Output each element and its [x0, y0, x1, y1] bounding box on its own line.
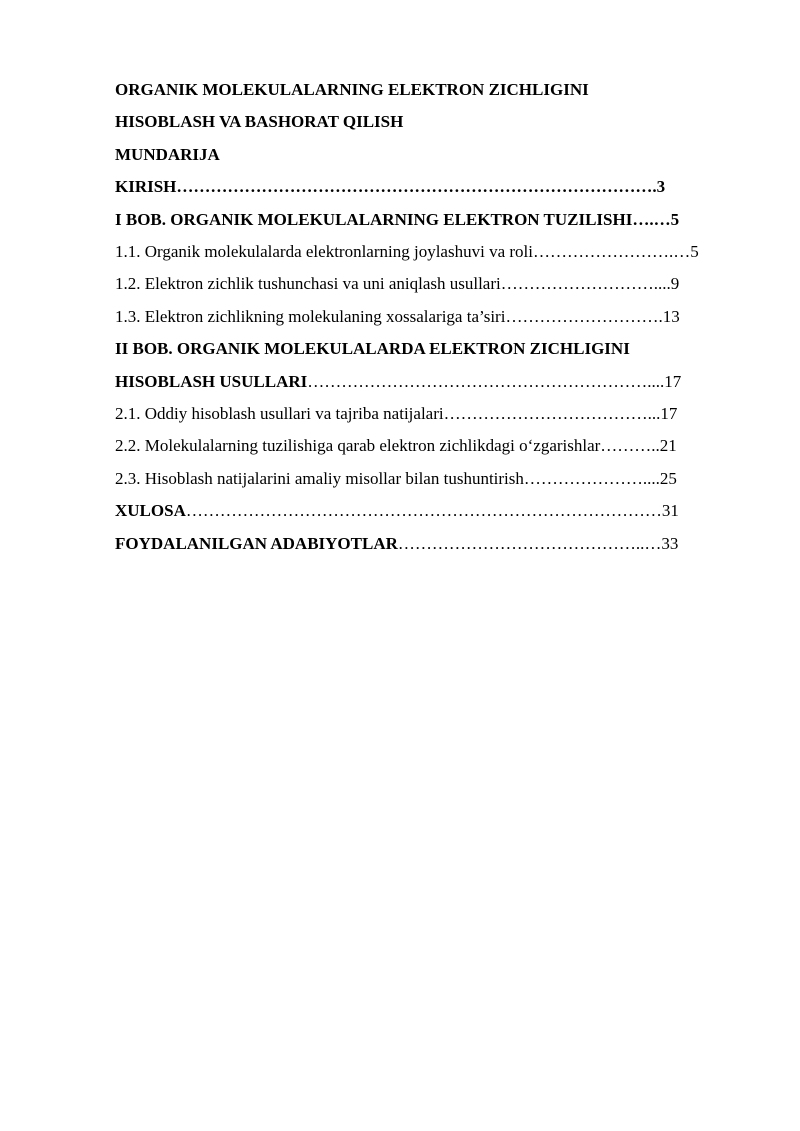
- toc-entry-introduction: KIRISH………………………………………………………………………….3: [115, 177, 666, 197]
- toc-entry-section-2-3: 2.3. Hisoblash natijalarini amaliy misollar bilan tushuntirish…………………....25: [115, 468, 677, 488]
- toc-entry-chapter-2-line-1: II BOB. ORGANIK MOLEKULALARDA ELEKTRON ZICHLIGINI: [115, 339, 630, 359]
- toc-entry-chapter-2-line-2: [115, 366, 745, 398]
- document-title-line-2: HISOBLASH VA BASHORAT QILISH: [115, 112, 404, 132]
- toc-entry-chapter-2-title: HISOBLASH USULLARI: [115, 371, 308, 391]
- toc-entry-conclusion: [115, 495, 745, 527]
- document-page: [115, 74, 745, 560]
- document-title-line-1: ORGANIK MOLEKULALARNING ELEKTRON ZICHLIGINI: [115, 80, 589, 99]
- toc-entry-section-2-1: 2.1. Oddiy hisoblash usullari va tajriba natijalari………………………………...17: [115, 404, 678, 424]
- toc-entry-chapter-2-leader: ……………………………………………………....17: [307, 371, 682, 391]
- toc-entry-section-2-2: 2.2. Molekulalarning tuzilishiga qarab elektron zichlikdagi o‘zgarishlar………..21: [115, 436, 677, 456]
- toc-entry-conclusion-title: XULOSA: [115, 501, 186, 521]
- toc-entry-references: [115, 528, 745, 560]
- toc-entry-chapter-1: I BOB. ORGANIK MOLEKULALARNING ELEKTRON TUZILISHI….…5: [115, 209, 680, 229]
- toc-entry-section-1-1: 1.1. Organik molekulalarda elektronlarning joylashuvi va roli…………………….…5: [115, 242, 699, 262]
- toc-entry-section-1-3: 1.3. Elektron zichlikning molekulaning xossalariga ta’siri……………………….13: [115, 306, 680, 326]
- toc-entry-section-1-2: 1.2. Elektron zichlik tushunchasi va uni aniqlash usullari………………………....9: [115, 274, 680, 294]
- toc-entry-references-title: FOYDALANILGAN ADABIYOTLAR: [115, 533, 398, 553]
- toc-entry-references-leader: ……………………………………..…33: [397, 533, 679, 553]
- toc-entry-conclusion-leader: …………………………………………………………………………31: [185, 501, 679, 521]
- contents-heading: MUNDARIJA: [115, 144, 220, 164]
